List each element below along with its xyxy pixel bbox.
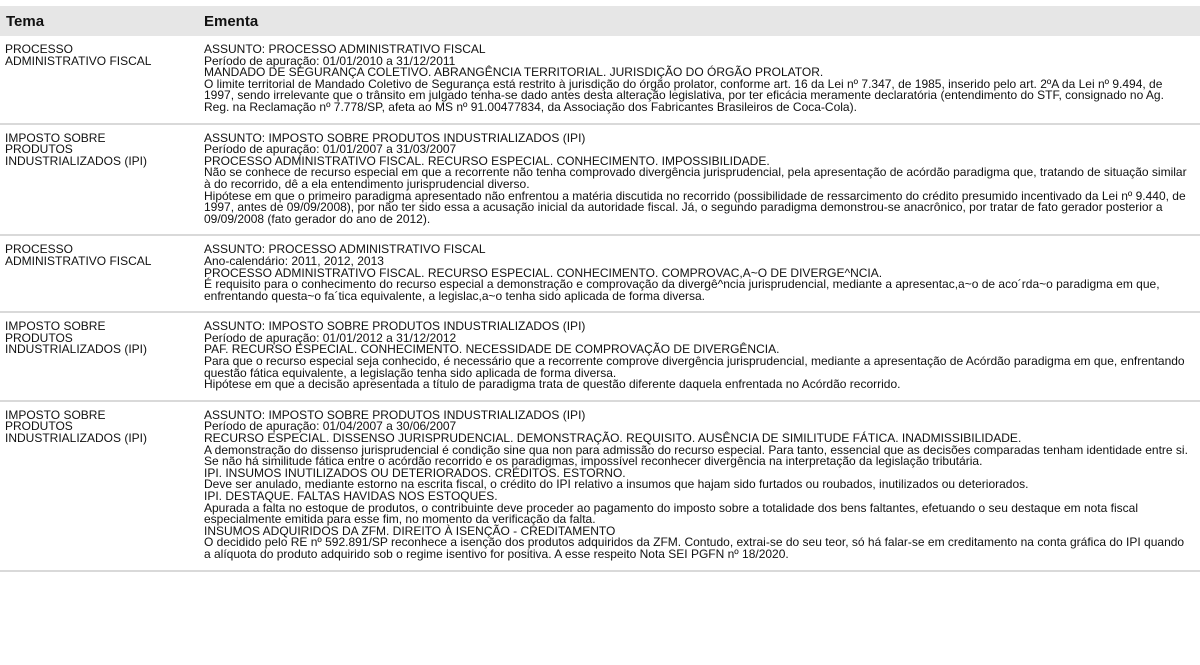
table-row[interactable]	[0, 312, 1200, 401]
ementa-line: ASSUNTO: IMPOSTO SOBRE PRODUTOS INDUSTRIALIZADOS (IPI)	[204, 407, 586, 422]
tema-line: IMPOSTO SOBRE	[5, 130, 106, 145]
ementa-line: ASSUNTO: PROCESSO ADMINISTRATIVO FISCAL	[204, 42, 486, 56]
tema-line: IMPOSTO SOBRE	[5, 407, 106, 422]
ementa-line: INSUMOS ADQUIRIDOS DA ZFM. DIREITO À ISENÇÃO - CREDITAMENTO	[204, 523, 616, 538]
tema-line: PRODUTOS	[5, 142, 73, 157]
ementa-line: É requisito para o conhecimento do recurso especial a demonstração e comprovação da divergê^ncia jurisprudencial, mediante a apresentac,a~o de aco´rda~o paradigma em que, enfrentando questa~o fa´tica equivalente, a legislac,a~o tenha sido aplicada de forma diversa.	[204, 277, 1160, 303]
tema-line: INDUSTRIALIZADOS (IPI)	[5, 431, 148, 446]
ementa-cell	[192, 36, 1200, 124]
ementa-line: RECURSO ESPECIAL. DISSENSO JURISPRUDENCIAL. DEMONSTRAÇÃO. REQUISITO. AUSÊNCIA DE SIMILITUDE FÁTICA. INADMISSIBILIDADE.	[204, 431, 1022, 446]
tema-line: PRODUTOS	[5, 330, 73, 345]
ementa-cell	[192, 124, 1200, 236]
table-row[interactable]	[0, 401, 1200, 571]
ementa-line: A demonstração do dissenso jurisprudencial é condição sine qua non para admissão do recurso especial. Para tanto, essencial que as decisões comparadas tenham identidade entre si. Se não há similitude fática entre o acórdão recorrido e os paradigmas, impossível reconhecer divergência na interpretação da legislação tributária.	[204, 442, 1188, 469]
ementa-line: Período de apuração: 01/01/2010 a 31/12/2011	[204, 53, 456, 68]
ementa-line: Ano-calendário: 2011, 2012, 2013	[204, 253, 384, 268]
ementa-line: O decidido pelo RE nº 592.891/SP reconhece a isenção dos produtos adquiridos da ZFM. Contudo, extrai-se do seu teor, só há falar-se em creditamento na conta gráfica do IPI quando a alíquota do produto adquirido sob o regime isentivo for positiva. A esse respeito Nota SEI PGFN nº 18/2020.	[204, 535, 1185, 561]
ementa-line: Não se conhece de recurso especial em que a recorrente não tenha comprovado divergência jurisprudencial, pela apresentação de acórdão paradigma que, tratando de situação similar à do recorrido, dê a ela entendimento jurisprudencial diverso.	[204, 165, 1187, 191]
ementa-line: Período de apuração: 01/01/2012 a 31/12/2012	[204, 330, 457, 345]
ementa-line: PROCESSO ADMINISTRATIVO FISCAL. RECURSO ESPECIAL. CONHECIMENTO. COMPROVAC,A~O DE DIVERGE^NCIA.	[204, 265, 883, 280]
table-row[interactable]	[0, 235, 1200, 312]
ementa-line: Período de apuração: 01/04/2007 a 30/06/2007	[204, 419, 457, 434]
ementa-cell	[192, 235, 1200, 312]
tema-line: PROCESSO	[5, 42, 74, 56]
table-row[interactable]	[0, 124, 1200, 236]
tema-line: ADMINISTRATIVO FISCAL	[5, 253, 152, 268]
ementa-cell	[192, 401, 1200, 571]
table-header	[0, 6, 1200, 36]
ementa-line: MANDADO DE SEGURANÇA COLETIVO. ABRANGÊNCIA TERRITORIAL. JURISDIÇÃO DO ÓRGÃO PROLATOR.	[204, 65, 824, 80]
tema-line: PRODUTOS	[5, 419, 73, 434]
ementa-cell	[192, 312, 1200, 401]
ementa-line: Deve ser anulado, mediante estorno na escrita fiscal, o crédito do IPI relativo a insumos que hajam sido furtados ou roubados, inutilizados ou deteriorados.	[204, 477, 1029, 492]
tema-cell	[0, 401, 192, 571]
tema-cell	[0, 235, 192, 312]
ementa-line: Apurada a falta no estoque de produtos, o contribuinte deve proceder ao pagamento do imposto sobre a totalidade dos bens faltantes, efetuando o seu destaque em nota fiscal especialmente emitida para esse fim, no momento da verificação da falta.	[204, 500, 1138, 527]
tema-line: INDUSTRIALIZADOS (IPI)	[5, 342, 148, 357]
ementa-line: Hipótese em que a decisão apresentada a título de paradigma trata de questão diferente daquela enfrentada no Acórdão recorrido.	[204, 377, 901, 392]
ementa-line: ASSUNTO: IMPOSTO SOBRE PRODUTOS INDUSTRIALIZADOS (IPI)	[204, 130, 586, 145]
ementa-line: ASSUNTO: IMPOSTO SOBRE PRODUTOS INDUSTRIALIZADOS (IPI)	[204, 319, 586, 334]
column-header-ementa[interactable]: Ementa	[192, 6, 1200, 36]
ementa-line: IPI. DESTAQUE. FALTAS HAVIDAS NOS ESTOQUES.	[204, 489, 498, 503]
tema-line: IMPOSTO SOBRE	[5, 319, 106, 334]
ementa-line: Período de apuração: 01/01/2007 a 31/03/2007	[204, 142, 457, 157]
ementas-table	[0, 6, 1200, 572]
ementa-line: PROCESSO ADMINISTRATIVO FISCAL. RECURSO ESPECIAL. CONHECIMENTO. IMPOSSIBILIDADE.	[204, 153, 770, 168]
ementa-line: IPI. INSUMOS INUTILIZADOS OU DETERIORADOS. CRÉDITOS. ESTORNO.	[204, 465, 626, 480]
tema-line: INDUSTRIALIZADOS (IPI)	[5, 153, 148, 168]
tema-cell	[0, 124, 192, 236]
header-row	[0, 6, 1200, 36]
ementa-line: Para que o recurso especial seja conhecido, é necessário que a recorrente comprove divergência jurisprudencial, mediante a apresentação de Acórdão paradigma em que, enfrentando questão fática equivalente, a legislação tenha sido aplicada de forma diversa.	[204, 354, 1185, 380]
tema-cell	[0, 312, 192, 401]
tema-cell	[0, 36, 192, 124]
ementa-line: Hipótese em que o primeiro paradigma apresentado não enfrentou a matéria discutida no recorrido (possibilidade de ressarcimento do crédito presumido incentivado da Lei nº 9.440, de 1997, antes de 09/09/2008), por não ter sido essa a acusação inicial da autoridade fiscal. Já, o segundo paradigma demonstrou-se anacrônico, por tratar de fato gerador posterior a 09/09/2008 (fato gerador do ano de 2012).	[204, 188, 1186, 226]
column-header-tema[interactable]: Tema	[0, 6, 192, 36]
ementa-line: O limite territorial de Mandado Coletivo de Segurança está restrito à jurisdição do órgão prolator, conforme art. 16 da Lei nº 7.347, de 1985, inserido pelo art. 2ºA da Lei nº 9.494, de 1997, sendo irrelevante que o trânsito em julgado tenha-se dado antes desta alteração legislativa, por ter eficácia meramente declaratória (entendimento do STF, consignado no Ag. Reg. na Reclamação nº 7.778/SP, afeta ao MS nº 91.00477834, da Associação dos Fabricantes Brasileiros de Coca-Cola).	[204, 76, 1164, 114]
tema-line: ADMINISTRATIVO FISCAL	[5, 53, 152, 68]
ementa-line: PAF. RECURSO ESPECIAL. CONHECIMENTO. NECESSIDADE DE COMPROVAÇÃO DE DIVERGÊNCIA.	[204, 342, 780, 357]
tema-line: PROCESSO	[5, 242, 74, 257]
ementa-line: ASSUNTO: PROCESSO ADMINISTRATIVO FISCAL	[204, 242, 486, 257]
table-row[interactable]	[0, 36, 1200, 124]
